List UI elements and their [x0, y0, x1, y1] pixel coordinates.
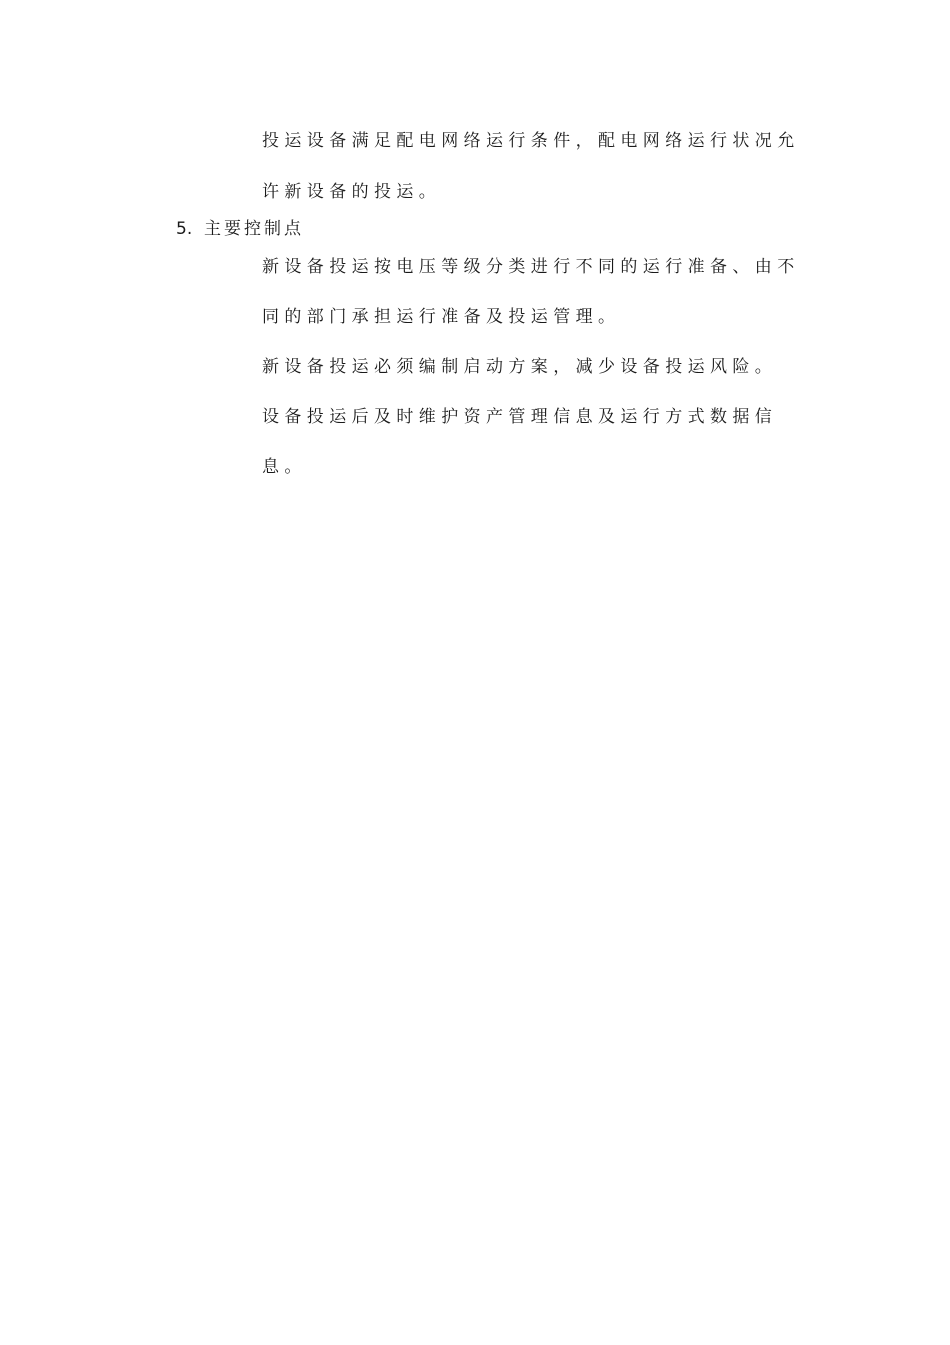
paragraph-line: 许新设备的投运。	[262, 182, 442, 202]
paragraph-line: 投运设备满足配电网络运行条件，配电网络运行状况允	[262, 131, 800, 151]
paragraph-line: 设备投运后及时维护资产管理信息及运行方式数据信	[262, 407, 778, 427]
section-number: 5.	[176, 219, 193, 239]
section-title: 主要控制点	[204, 219, 304, 239]
section-heading	[176, 217, 304, 241]
paragraph-line: 息。	[262, 457, 307, 477]
paragraph-line: 新设备投运必须编制启动方案，减少设备投运风险。	[262, 357, 778, 377]
paragraph-line: 新设备投运按电压等级分类进行不同的运行准备、由不	[262, 257, 800, 277]
paragraph-line: 同的部门承担运行准备及投运管理。	[262, 307, 621, 327]
